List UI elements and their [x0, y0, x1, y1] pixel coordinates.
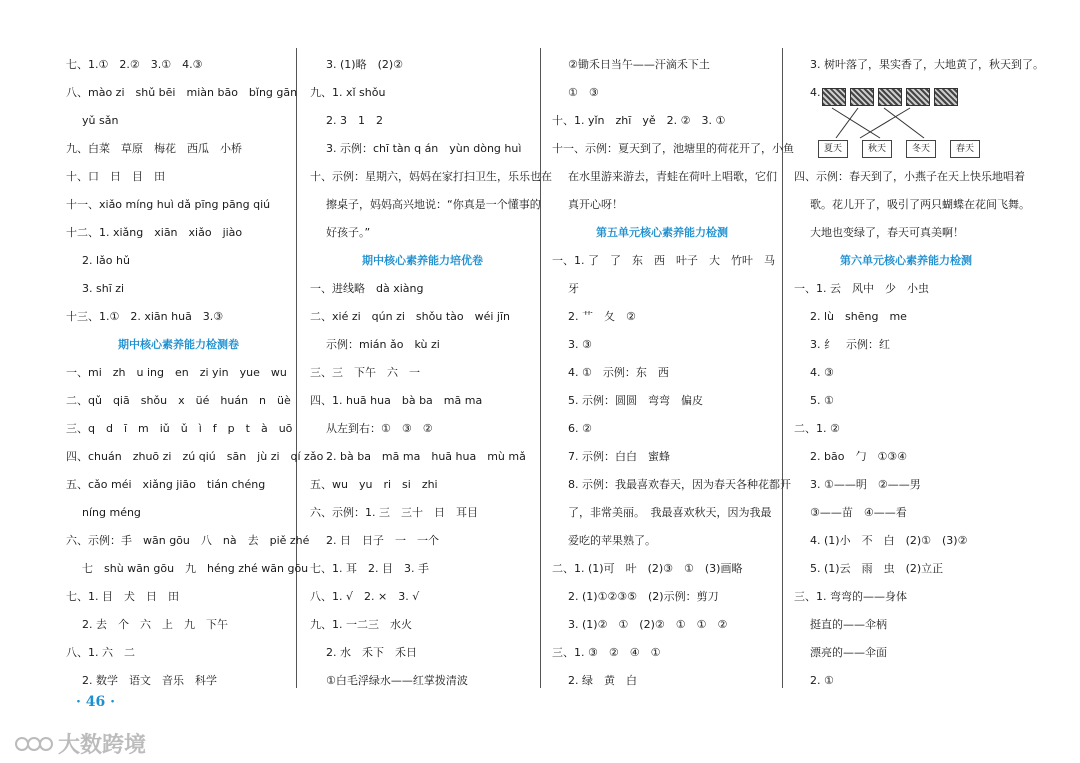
answer-line: 好孩子。” [326, 226, 371, 239]
season-box: 冬天 [906, 140, 936, 158]
watermark [14, 728, 146, 759]
answer-line: 在水里游来游去，青蛙在荷叶上唱歌，它们 [568, 170, 777, 183]
answer-line: 2. bāo 勹 ①③④ [810, 450, 908, 463]
section-heading: 期中核心素养能力培优卷 [362, 254, 483, 267]
watermark-logo-icon [14, 732, 54, 756]
answer-line: 6. ② [568, 422, 592, 435]
answer-line: 从左到右：① ③ ② [326, 422, 433, 435]
season-picture [850, 88, 874, 106]
answer-line: 了，非常美丽。 我最喜欢秋天，因为我最 [568, 506, 772, 519]
answer-line: 2. 日 日子 一 一个 [326, 534, 439, 547]
answer-line: 爱吃的苹果熟了。 [568, 534, 656, 547]
season-word-boxes [818, 140, 980, 158]
page-number: · 46 · [76, 694, 115, 710]
answer-line: 4. ③ [810, 366, 834, 379]
answer-line: 五、wu yu ri si zhi [310, 478, 438, 491]
answer-line: 2. lǎo hǔ [82, 254, 130, 267]
answer-line: 3. 纟 示例：红 [810, 338, 890, 351]
season-picture [906, 88, 930, 106]
answer-line: ③——苗 ④——看 [810, 506, 907, 519]
answer-line: 三、q d ī m iǔ ǔ ì f p t à uō [66, 422, 293, 435]
answer-line: 十三、1.① 2. xiān huā 3.③ [66, 310, 224, 323]
season-box: 秋天 [862, 140, 892, 158]
answer-line: 歌。花儿开了，吸引了两只蝴蝶在花间飞舞。 [810, 198, 1030, 211]
answer-line: 八、mào zi shǔ bēi miàn bāo bǐng gān [66, 86, 298, 99]
answer-line: 牙 [568, 282, 579, 295]
answer-line: 擦桌子，妈妈高兴地说：“你真是一个懂事的 [326, 198, 541, 211]
watermark-text: 大数跨境 [58, 733, 147, 758]
answer-line: 六、示例：1. 三 三十 日 耳目 [310, 506, 478, 519]
answer-line: 5. (1)云 雨 虫 (2)立正 [810, 562, 944, 575]
answer-line: 2. 艹 夂 ② [568, 310, 636, 323]
answer-line: 十、示例：星期六，妈妈在家打扫卫生，乐乐也在 [310, 170, 552, 183]
answer-line: 六、示例：手 wān gōu 八 nà 去 piě zhé [66, 534, 310, 547]
answer-line: 八、1. 六 二 [66, 646, 135, 659]
answer-line: 真开心呀！ [568, 198, 623, 211]
answer-line: 大地也变绿了，春天可真美啊！ [810, 226, 964, 239]
answer-line: 3. (1)② ① (2)② ① ① ② [568, 618, 728, 631]
answer-line: 四、chuán zhuō zi zú qiú sān jù zi qí zǎo [66, 450, 324, 463]
answer-line: 2. ① [810, 674, 834, 687]
section-heading: 第六单元核心素养能力检测 [840, 254, 972, 267]
answer-line: 漂亮的——伞面 [810, 646, 887, 659]
answer-line: 一、1. 了 了 东 西 叶子 大 竹叶 马 [552, 254, 775, 267]
answer-line: 十、1. yǐn zhī yě 2. ② 3. ① [552, 114, 726, 127]
answer-line: ②锄禾日当午——汗滴禾下土 [568, 58, 710, 71]
answer-line: 五、cǎo méi xiǎng jiāo tián chéng [66, 478, 266, 491]
answer-line: 九、白菜 草原 梅花 西瓜 小桥 [66, 142, 242, 155]
answer-line: 二、xié zi qún zi shǒu tào wéi jīn [310, 310, 510, 323]
answer-line: 4. [810, 86, 821, 99]
answer-line: 十一、xiǎo míng huì dǎ pīng pāng qiú [66, 198, 271, 211]
answer-line: 十二、1. xiǎng xiān xiǎo jiào [66, 226, 243, 239]
answer-line: 四、示例：春天到了，小燕子在天上快乐地唱着 [794, 170, 1025, 183]
answer-line: 一、进线略 dà xiàng [310, 282, 424, 295]
season-picture [822, 88, 846, 106]
answer-line: 3. shī zi [82, 282, 125, 295]
answer-line: ①白毛浮绿水——红掌拨清波 [326, 674, 468, 687]
answer-line: 2. bà ba mā ma huā hua mù mǎ [326, 450, 526, 463]
answer-line: níng méng [82, 506, 141, 519]
season-picture [934, 88, 958, 106]
season-box: 夏天 [818, 140, 848, 158]
answer-line: 九、1. 一二三 水火 [310, 618, 412, 631]
matching-lines [822, 106, 942, 140]
answer-line: 4. ① 示例：东 西 [568, 366, 669, 379]
answer-line: 3. (1)略 (2)② [326, 58, 404, 71]
column-divider-2 [540, 48, 541, 688]
answer-line: 5. 示例：圆圆 弯弯 偏皮 [568, 394, 703, 407]
season-box: 春天 [950, 140, 980, 158]
answer-line: 2. 绿 黄 白 [568, 674, 637, 687]
answer-line: ① ③ [568, 86, 599, 99]
answer-line: 3. ①——明 ②——男 [810, 478, 921, 491]
answer-line: 2. (1)①②③⑤ (2)示例：剪刀 [568, 590, 719, 603]
answer-line: 二、qǔ qiā shǒu x üé huán n üè [66, 394, 291, 407]
answer-line: 七 shù wān gōu 九 héng zhé wān gōu [82, 562, 309, 575]
answer-line: 十一、示例：夏天到了，池塘里的荷花开了，小鱼 [552, 142, 794, 155]
season-picture [878, 88, 902, 106]
answer-line: 2. 3 1 2 [326, 114, 383, 127]
section-heading: 第五单元核心素养能力检测 [596, 226, 728, 239]
answer-line: 一、1. 云 风中 少 小虫 [794, 282, 929, 295]
answer-line: 九、1. xǐ shǒu [310, 86, 386, 99]
answer-line: 三、1. 弯弯的——身体 [794, 590, 907, 603]
season-pictures [822, 88, 958, 106]
answer-line: 一、mi zh u ing en zi yin yue wu [66, 366, 287, 379]
answer-line: 七、1. 目 犬 日 田 [66, 590, 179, 603]
answer-line: 4. (1)小 不 白 (2)① (3)② [810, 534, 968, 547]
answer-line: 3. 树叶落了，果实香了，大地黄了，秋天到了。 [810, 58, 1044, 71]
answer-line: 七、1. 耳 2. 目 3. 手 [310, 562, 429, 575]
answer-line: 二、1. (1)可 叶 (2)③ ① (3)画略 [552, 562, 743, 575]
answer-line: 3. ③ [568, 338, 592, 351]
answer-line: 八、1. √ 2. × 3. √ [310, 590, 420, 603]
answer-line: 示例：mián ǎo kù zi [326, 338, 440, 351]
answer-line: 挺直的——伞柄 [810, 618, 887, 631]
answer-line: 二、1. ② [794, 422, 840, 435]
answer-line: 十、口 日 目 田 [66, 170, 165, 183]
answer-line: 三、三 下午 六 一 [310, 366, 420, 379]
answer-line: 5. ① [810, 394, 834, 407]
answer-line: 7. 示例：白白 蜜蜂 [568, 450, 670, 463]
answer-line: 四、1. huā hua bà ba mā ma [310, 394, 483, 407]
answer-line: 2. 去 个 六 上 九 下午 [82, 618, 228, 631]
answer-line: 8. 示例：我最喜欢春天，因为春天各种花都开 [568, 478, 791, 491]
answer-line: 2. 数学 语文 音乐 科学 [82, 674, 217, 687]
answer-line: 2. 水 禾下 禾日 [326, 646, 417, 659]
section-heading: 期中核心素养能力检测卷 [118, 338, 239, 351]
answer-line: 3. 示例：chī tàn q án yùn dòng huì [326, 142, 522, 155]
answer-line: yǔ sǎn [82, 114, 119, 127]
answer-line: 三、1. ③ ② ④ ① [552, 646, 661, 659]
answer-line: 2. lù shēng me [810, 310, 907, 323]
column-divider-1 [296, 48, 297, 688]
answer-line: 七、1.① 2.② 3.① 4.③ [66, 58, 203, 71]
